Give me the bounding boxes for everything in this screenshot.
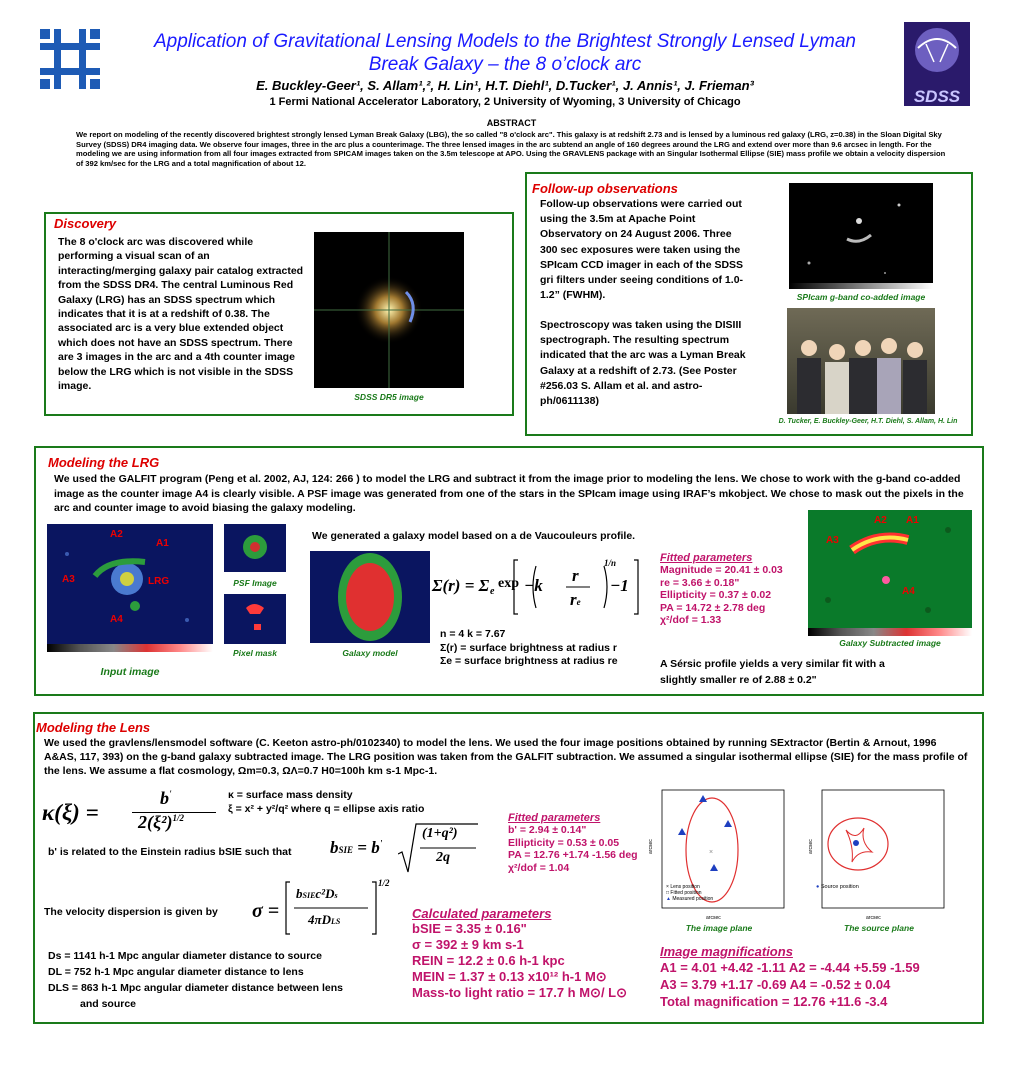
followup-heading: Follow-up observations — [532, 181, 678, 196]
image-magnifications: Image magnifications A1 = 4.01 +4.42 -1.11 A2 = -4.44 +5.59 -1.59 A3 = 3.79 +1.17 -0.69 A4 = -0.52 ± 0.04 Total magnification = 12.76 +11.6 -3.4 — [660, 944, 920, 1009]
sub-label-a2: A2 — [874, 515, 887, 526]
galaxy-model-image — [310, 551, 430, 643]
lens-fitted-parameters: Fitted parameters b' = 2.94 ± 0.14" Ellipticity = 0.53 ± 0.05 PA = 12.76 +1.74 -1.56 deg χ²/dof = 1.04 — [508, 812, 638, 874]
discovery-heading: Discovery — [54, 216, 117, 231]
sigma-formula: σ = bSIEc²Ds 4πDLS 1/2 — [252, 880, 392, 936]
input-image-caption: Input image — [100, 666, 160, 678]
spicam-caption: SPIcam g-band co-added image — [796, 292, 926, 302]
fermilab-logo — [36, 25, 104, 93]
sub-label-a1: A1 — [906, 515, 919, 526]
image-plane-caption: The image plane — [685, 923, 753, 933]
lrg-text: We used the GALFIT program (Peng et al. 2002, AJ, 124: 266 ) to model the LRG and subtract it from the image prior to modeling the lens. We chose to work with the g-band co-added image as the counter image A4 is clearly visible. A PSF image was generated from one of the stars in the SPIcam image using IRAF’s mkobject. We chose to mask out the pixels in the arc and counter image to avoid biasing the galaxy modeling. — [54, 473, 964, 515]
image-plane-legend: × Lens position □ Fitted position ▲ Measured position — [666, 884, 714, 902]
image-plane-plot — [648, 780, 790, 922]
lens-heading: Modeling the Lens — [36, 720, 151, 735]
sub-label-a3: A3 — [826, 535, 839, 546]
psf-caption: PSF Image — [233, 578, 277, 588]
image-plane-y-axis: arcsec — [648, 839, 654, 854]
source-plane-y-axis: arcsec — [808, 839, 814, 854]
bsie-formula: bSIE = b' (1+q²) 2q — [330, 822, 490, 874]
team-caption: D. Tucker, E. Buckley-Geer, H.T. Diehl, S. Allam, H. Lin — [778, 418, 958, 425]
lrg-fitted-parameters: Fitted parameters Magnitude = 20.41 ± 0.03 re = 3.66 ± 0.18" Ellipticity = 0.37 ± 0.02 PA = 14.72 ± 2.78 deg χ²/dof = 1.33 — [660, 552, 783, 626]
sdss-logo: SDSS — [904, 22, 970, 106]
label-a2: A2 — [110, 529, 123, 540]
b-related-text: b' is related to the Einstein radius bSIE such that — [48, 846, 292, 858]
lrg-heading: Modeling the LRG — [48, 455, 160, 470]
sersic-text: A Sérsic profile yields a very similar fit with a slightly smaller re of 2.88 ± 0.2" — [660, 658, 885, 686]
kappa-formula: κ(ξ) = b' $2(\xi^2)^{1/2}$ — [42, 790, 220, 838]
psf-image — [224, 524, 286, 572]
abstract-text: We report on modeling of the recently discovered brightest strongly lensed Lyman Break Galaxy (LBG), the so called "8 o'clock arc". This galaxy is at redshift 2.73 and is lensed by a luminous red galaxy (LRG, z=0.38) in the Sloan Digital Sky Survey (SDSS) DR4 imaging data. We observe four images, three in the arc plus a counterimage. The three lensed images in the arc subtend an angle of 160 degrees around the LRG and extend over more than 9.6 arcsec in length. For the modeling we are using information from all four images extracted from SPICAM images taken on the 3.5m telescope at APO. Using the GRAVLENS package with an Singular Isothermal Ellipse (SIE) mass profile we obtain a velocity dispersion of 392 km/sec for the LRG and a total magnification of about 12. — [76, 130, 946, 168]
label-lrg: LRG — [148, 576, 170, 587]
image-plane-x-axis: arcsec — [706, 915, 721, 921]
sdss-image-caption: SDSS DR5 image — [354, 392, 424, 402]
sub-label-a4: A4 — [902, 586, 915, 597]
spicam-image — [789, 183, 933, 289]
discovery-text: The 8 o'clock arc was discovered while performing a visual scan of an interacting/merging galaxy pair catalog extracted from the SDSS DR4. The central Luminous Red Galaxy (LRG) has an SDSS spectrum which indicates that it is at a redshift of 0.38. The associated arc is a very blue extended object which does not have an SDSS spectrum. There are 3 images in the arc and a 4th counter image below the LRG which is not visible in the SDSS image. — [58, 236, 304, 393]
pixel-mask-image — [224, 594, 286, 644]
label-a3: A3 — [62, 574, 75, 585]
source-plane-x-axis: arcsec — [866, 915, 881, 921]
source-plane-plot — [808, 780, 950, 922]
distance-definitions: Ds = 1141 h-1 Mpc angular diameter distance to source DL = 752 h-1 Mpc angular diameter distance to lens DLS = 863 h-1 Mpc angular diameter distance between lens and source — [48, 950, 343, 1010]
label-a4: A4 — [110, 614, 123, 625]
devauc-formula: Σ(r) = Σ e exp −k r re 1/n −1 — [432, 556, 640, 618]
lens-text: We used the gravlens/lensmodel software (C. Keeton astro-ph/0102340) to model the lens. We used the four image positions obtained by running SExtractor (Bertin & Arnout, 1996 A&AS, 117, 393) on the g-band galaxy subtracted image. The LRG position was taken from the GALFIT subtraction. We assumed a singular isothermal ellipse (SIE) for the mass profile of the lens. We assume a flat cosmology, Ωm=0.3, ΩΛ=0.7 H0=100h km s-1 Mpc-1. — [44, 737, 968, 778]
sdss-dr5-image — [314, 232, 464, 388]
poster-title: Application of Gravitational Lensing Models to the Brightest Strongly Lensed Lyman Break Galaxy – the 8 o’clock arc — [153, 31, 856, 75]
source-plane-legend: ● Source position — [816, 884, 859, 890]
abstract-heading: ABSTRACT — [486, 118, 537, 128]
mask-caption: Pixel mask — [233, 648, 277, 658]
kappa-definitions: κ = surface mass density ξ = x² + y²/q² where q = ellipse axis ratio — [228, 789, 425, 815]
affiliations: 1 Fermi National Accelerator Laboratory, 2 University of Wyoming, 3 University of Chicago — [269, 96, 741, 108]
subtracted-caption: Galaxy Subtracted image — [839, 638, 941, 648]
devauc-text: We generated a galaxy model based on a de Vaucouleurs profile. — [312, 530, 636, 542]
source-plane-caption: The source plane — [844, 923, 914, 933]
input-image — [47, 524, 213, 652]
label-a1: A1 — [156, 538, 169, 549]
galaxy-subtracted-image — [808, 510, 972, 636]
svg-text:×: × — [709, 849, 714, 856]
authors: E. Buckley-Geer¹, S. Allam¹,², H. Lin¹, H.T. Diehl¹, D.Tucker¹, J. Annis¹, J. Frieman³ — [256, 78, 754, 93]
followup-para1: Follow-up observations were carried out using the 3.5m at Apache Point Observatory on 24 August 2006. Three 300 sec exposures were taken using the SPIcam CCD imager in each of the SDSS gri filters under seeing conditions of 1.0-1.2” (FWHM). — [540, 198, 744, 302]
velocity-dispersion-text: The velocity dispersion is given by — [44, 906, 218, 918]
calculated-parameters: Calculated parameters bSIE = 3.35 ± 0.16" σ = 392 ± 9 km s-1 REIN = 12.2 ± 0.6 h-1 kpc MEIN = 1.37 ± 0.13 x10¹² h-1 M⊙ Mass-to light ratio = 17.7 h M⊙/ L⊙ — [412, 906, 628, 1000]
model-caption: Galaxy model — [342, 648, 398, 658]
team-photo — [787, 308, 935, 414]
followup-para2: Spectroscopy was taken using the DISIII spectrograph. The resulting spectrum indicated that the arc was a Lyman Break Galaxy at a redshift of 2.73. (See Poster #256.03 S. Allam et al. and astro-ph/0611138) — [540, 319, 746, 408]
lrg-definitions: n = 4 k = 7.67 Σ(r) = surface brightness at radius r Σe = surface brightness at radius re — [440, 628, 618, 667]
